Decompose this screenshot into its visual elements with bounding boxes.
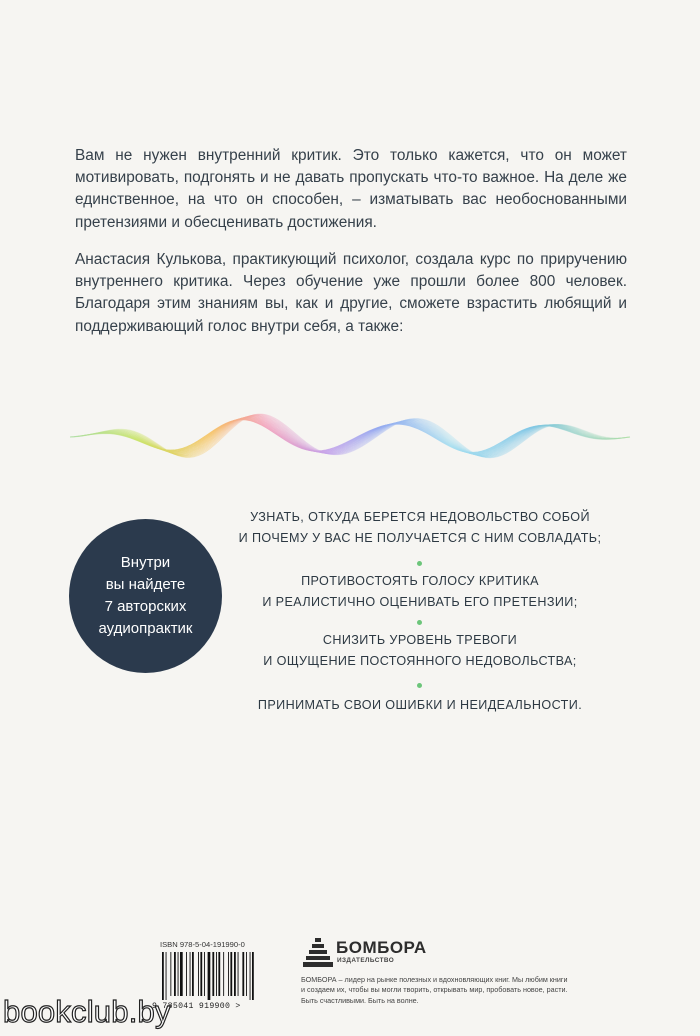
intro-paragraph-1: Вам не нужен внутренний критик. Это только кажется, что он может мотивировать, подгонять и не давать пропускать что-то важное. На деле же единственное, на что он способен, – изматывать вас необоснованными претензиями и обесценивать достижения. — [75, 147, 627, 231]
benefit-2-line-2: И РЕАЛИСТИЧНО ОЦЕНИВАТЬ ЕГО ПРЕТЕНЗИИ; — [262, 595, 578, 609]
benefit-3-line-2: И ОЩУЩЕНИЕ ПОСТОЯННОГО НЕДОВОЛЬСТВА; — [263, 654, 577, 668]
benefit-3-line-1: СНИЗИТЬ УРОВЕНЬ ТРЕВОГИ — [322, 633, 518, 647]
watermark: bookclub.by — [3, 994, 171, 1029]
benefit-1-line-1: УЗНАТЬ, ОТКУДА БЕРЕТСЯ НЕДОВОЛЬСТВО СОБОЙ — [250, 510, 590, 524]
badge-line-2: вы найдете — [105, 576, 186, 593]
benefit-4-line-1: ПРИНИМАТЬ СВОИ ОШИБКИ И НЕИДЕАЛЬНОСТИ. — [257, 698, 583, 712]
benefit-1-line-2: И ПОЧЕМУ У ВАС НЕ ПОЛУЧАЕТСЯ С НИМ СОВЛАДАТЬ; — [238, 531, 602, 545]
benefit-2-line-1: ПРОТИВОСТОЯТЬ ГОЛОСУ КРИТИКА — [301, 574, 539, 588]
bullet-dot-icon — [417, 683, 422, 688]
publisher-subtitle: ИЗДАТЕЛЬСТВО — [337, 957, 395, 964]
publisher-logo-icon — [303, 937, 333, 971]
benefit-item-1 — [200, 507, 640, 549]
badge-line-3: 7 авторских — [104, 598, 187, 615]
bullet-dot-icon — [417, 620, 422, 625]
barcode-digits: 9 785041 919900 > — [152, 1002, 241, 1011]
barcode-graphic — [160, 952, 286, 1000]
isbn-label: ISBN 978-5-04-191990-0 — [160, 940, 245, 949]
bullet-dot-icon — [417, 561, 422, 566]
publisher-name: БОМБОРА — [336, 938, 427, 957]
badge-line-1: Внутри — [120, 554, 171, 571]
publisher-description: БОМБОРА – лидер на рынке полезных и вдохновляющих книг. Мы любим книги и создаем их, чтобы вы могли творить, открывать мир, пробовать новое, расти. Быть счастливыми. Быть на волне. — [301, 975, 568, 1005]
benefit-item-2 — [200, 571, 640, 613]
sound-wave-illustration — [0, 385, 700, 475]
benefit-item-3 — [200, 630, 640, 672]
benefit-item-4 — [200, 695, 640, 716]
badge-line-4: аудиопрактик — [98, 620, 193, 637]
intro-paragraph-2: Анастасия Кулькова, практикующий психолог, создала курс по приручению внутреннего критика. Через обучение уже прошли более 800 человек. Благодаря этим знаниям вы, как и другие, сможете взрастить любящий и поддерживающий голос внутри себя, а также: — [75, 251, 627, 335]
